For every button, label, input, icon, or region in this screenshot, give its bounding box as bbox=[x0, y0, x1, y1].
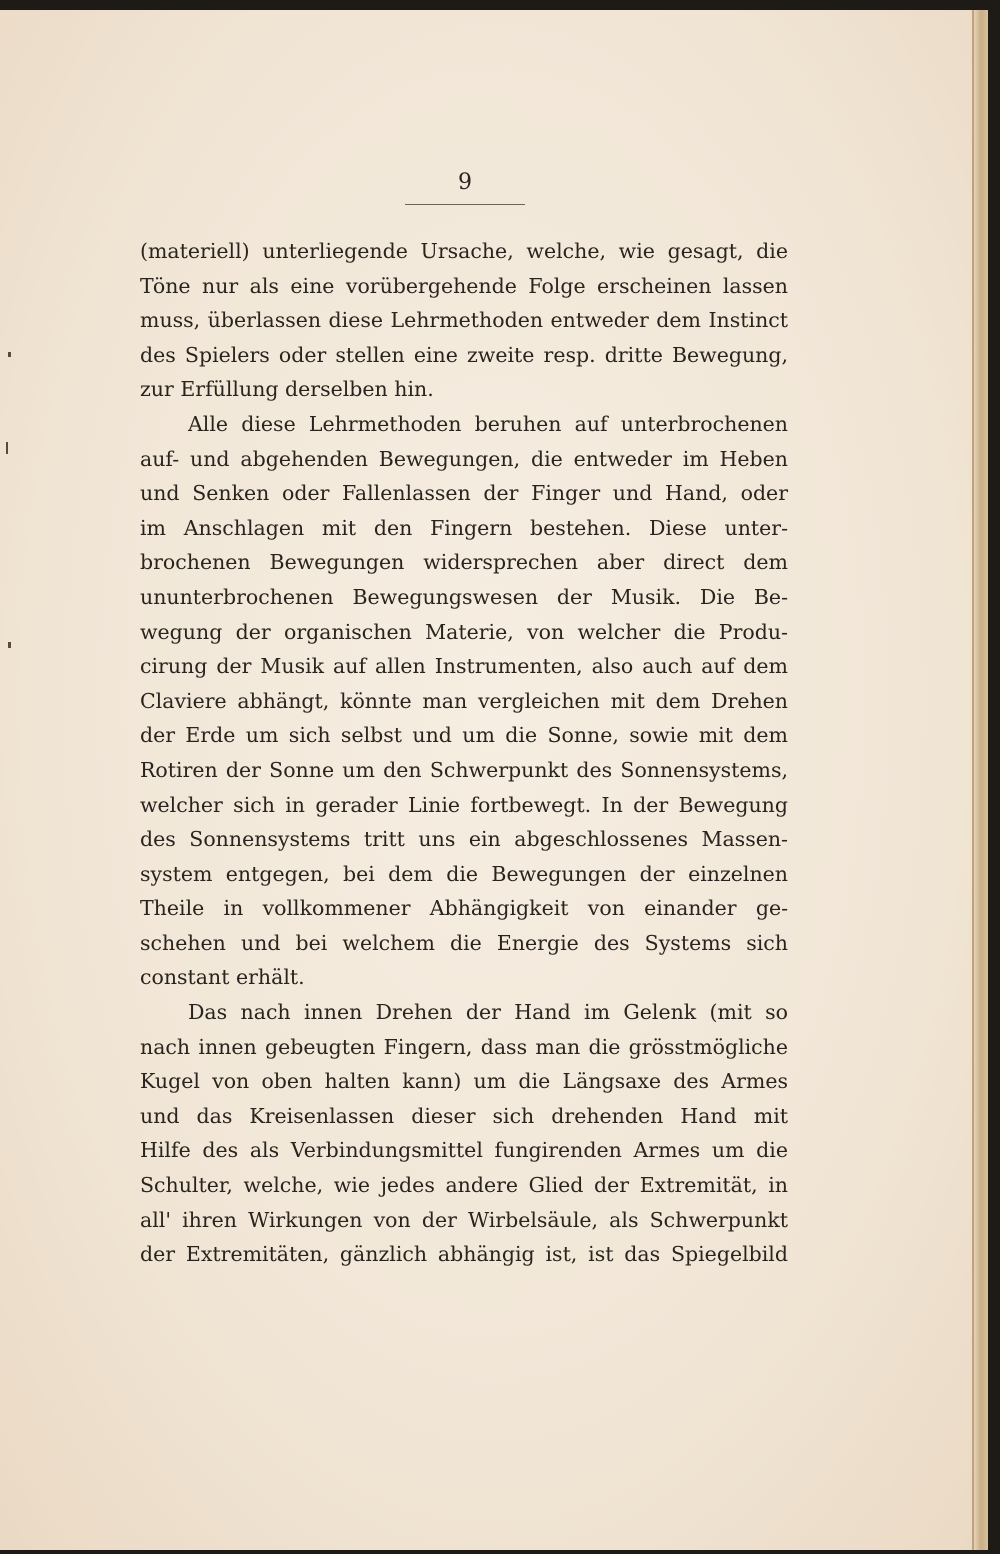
book-page bbox=[0, 10, 988, 1550]
text-line: wegung der organischen Materie, von welcher die Produ- bbox=[140, 619, 788, 644]
margin-speck bbox=[8, 642, 11, 648]
text-line: der Erde um sich selbst und um die Sonne, sowie mit dem bbox=[140, 723, 788, 748]
text-line: des Sonnensystems tritt uns ein abgeschlossenes Massen- bbox=[140, 827, 788, 852]
header-rule bbox=[405, 204, 525, 205]
text-line: auf- und abgehenden Bewegungen, die entweder im Heben bbox=[140, 446, 788, 471]
text-line: Theile in vollkommener Abhängigkeit von einander ge- bbox=[140, 896, 788, 921]
text-line: nach innen gebeugten Fingern, dass man die grösstmögliche bbox=[140, 1034, 788, 1059]
text-line: Claviere abhängt, könnte man vergleichen mit dem Drehen bbox=[140, 688, 788, 713]
text-line: Das nach innen Drehen der Hand im Gelenk (mit so bbox=[188, 1000, 788, 1025]
margin-speck bbox=[6, 442, 8, 454]
body-text bbox=[140, 234, 788, 1272]
text-line: Kugel von oben halten kann) um die Längsaxe des Armes bbox=[140, 1069, 788, 1094]
text-line: constant erhält. bbox=[140, 965, 305, 990]
page-edge bbox=[974, 10, 988, 1550]
page-number: 9 bbox=[458, 170, 472, 195]
text-line: im Anschlagen mit den Fingern bestehen. Diese unter- bbox=[140, 515, 788, 540]
text-line: und Senken oder Fallenlassen der Finger und Hand, oder bbox=[140, 481, 788, 506]
text-line: welcher sich in gerader Linie fortbewegt. In der Bewegung bbox=[140, 792, 788, 817]
text-line: der Extremitäten, gänzlich abhängig ist, ist das Spiegelbild bbox=[140, 1242, 788, 1267]
text-line: ununterbrochenen Bewegungswesen der Musik. Die Be- bbox=[140, 584, 788, 609]
text-line: Alle diese Lehrmethoden beruhen auf unterbrochenen bbox=[188, 411, 788, 436]
text-line: zur Erfüllung derselben hin. bbox=[140, 377, 434, 402]
page-header bbox=[405, 170, 525, 205]
text-line: Hilfe des als Verbindungsmittel fungirenden Armes um die bbox=[140, 1138, 788, 1163]
text-line: brochenen Bewegungen widersprechen aber direct dem bbox=[140, 550, 788, 575]
text-line: Töne nur als eine vorübergehende Folge erscheinen lassen bbox=[140, 273, 788, 298]
text-line: system entgegen, bei dem die Bewegungen der einzelnen bbox=[140, 861, 788, 886]
text-line: (materiell) unterliegende Ursache, welche, wie gesagt, die bbox=[140, 239, 788, 263]
text-line: und das Kreisenlassen dieser sich drehenden Hand mit bbox=[140, 1103, 788, 1128]
text-line: all' ihren Wirkungen von der Wirbelsäule, als Schwerpunkt bbox=[140, 1207, 788, 1232]
text-line: des Spielers oder stellen eine zweite resp. dritte Bewegung, bbox=[140, 342, 788, 367]
margin-speck bbox=[8, 352, 11, 357]
text-line: muss, überlassen diese Lehrmethoden entweder dem Instinct bbox=[140, 308, 788, 333]
text-line: Schulter, welche, wie jedes andere Glied der Extremität, in bbox=[140, 1173, 788, 1198]
text-line: schehen und bei welchem die Energie des Systems sich bbox=[140, 930, 788, 955]
text-line: Rotiren der Sonne um den Schwerpunkt des Sonnensystems, bbox=[140, 757, 788, 782]
text-line: cirung der Musik auf allen Instrumenten, also auch auf dem bbox=[140, 654, 788, 679]
